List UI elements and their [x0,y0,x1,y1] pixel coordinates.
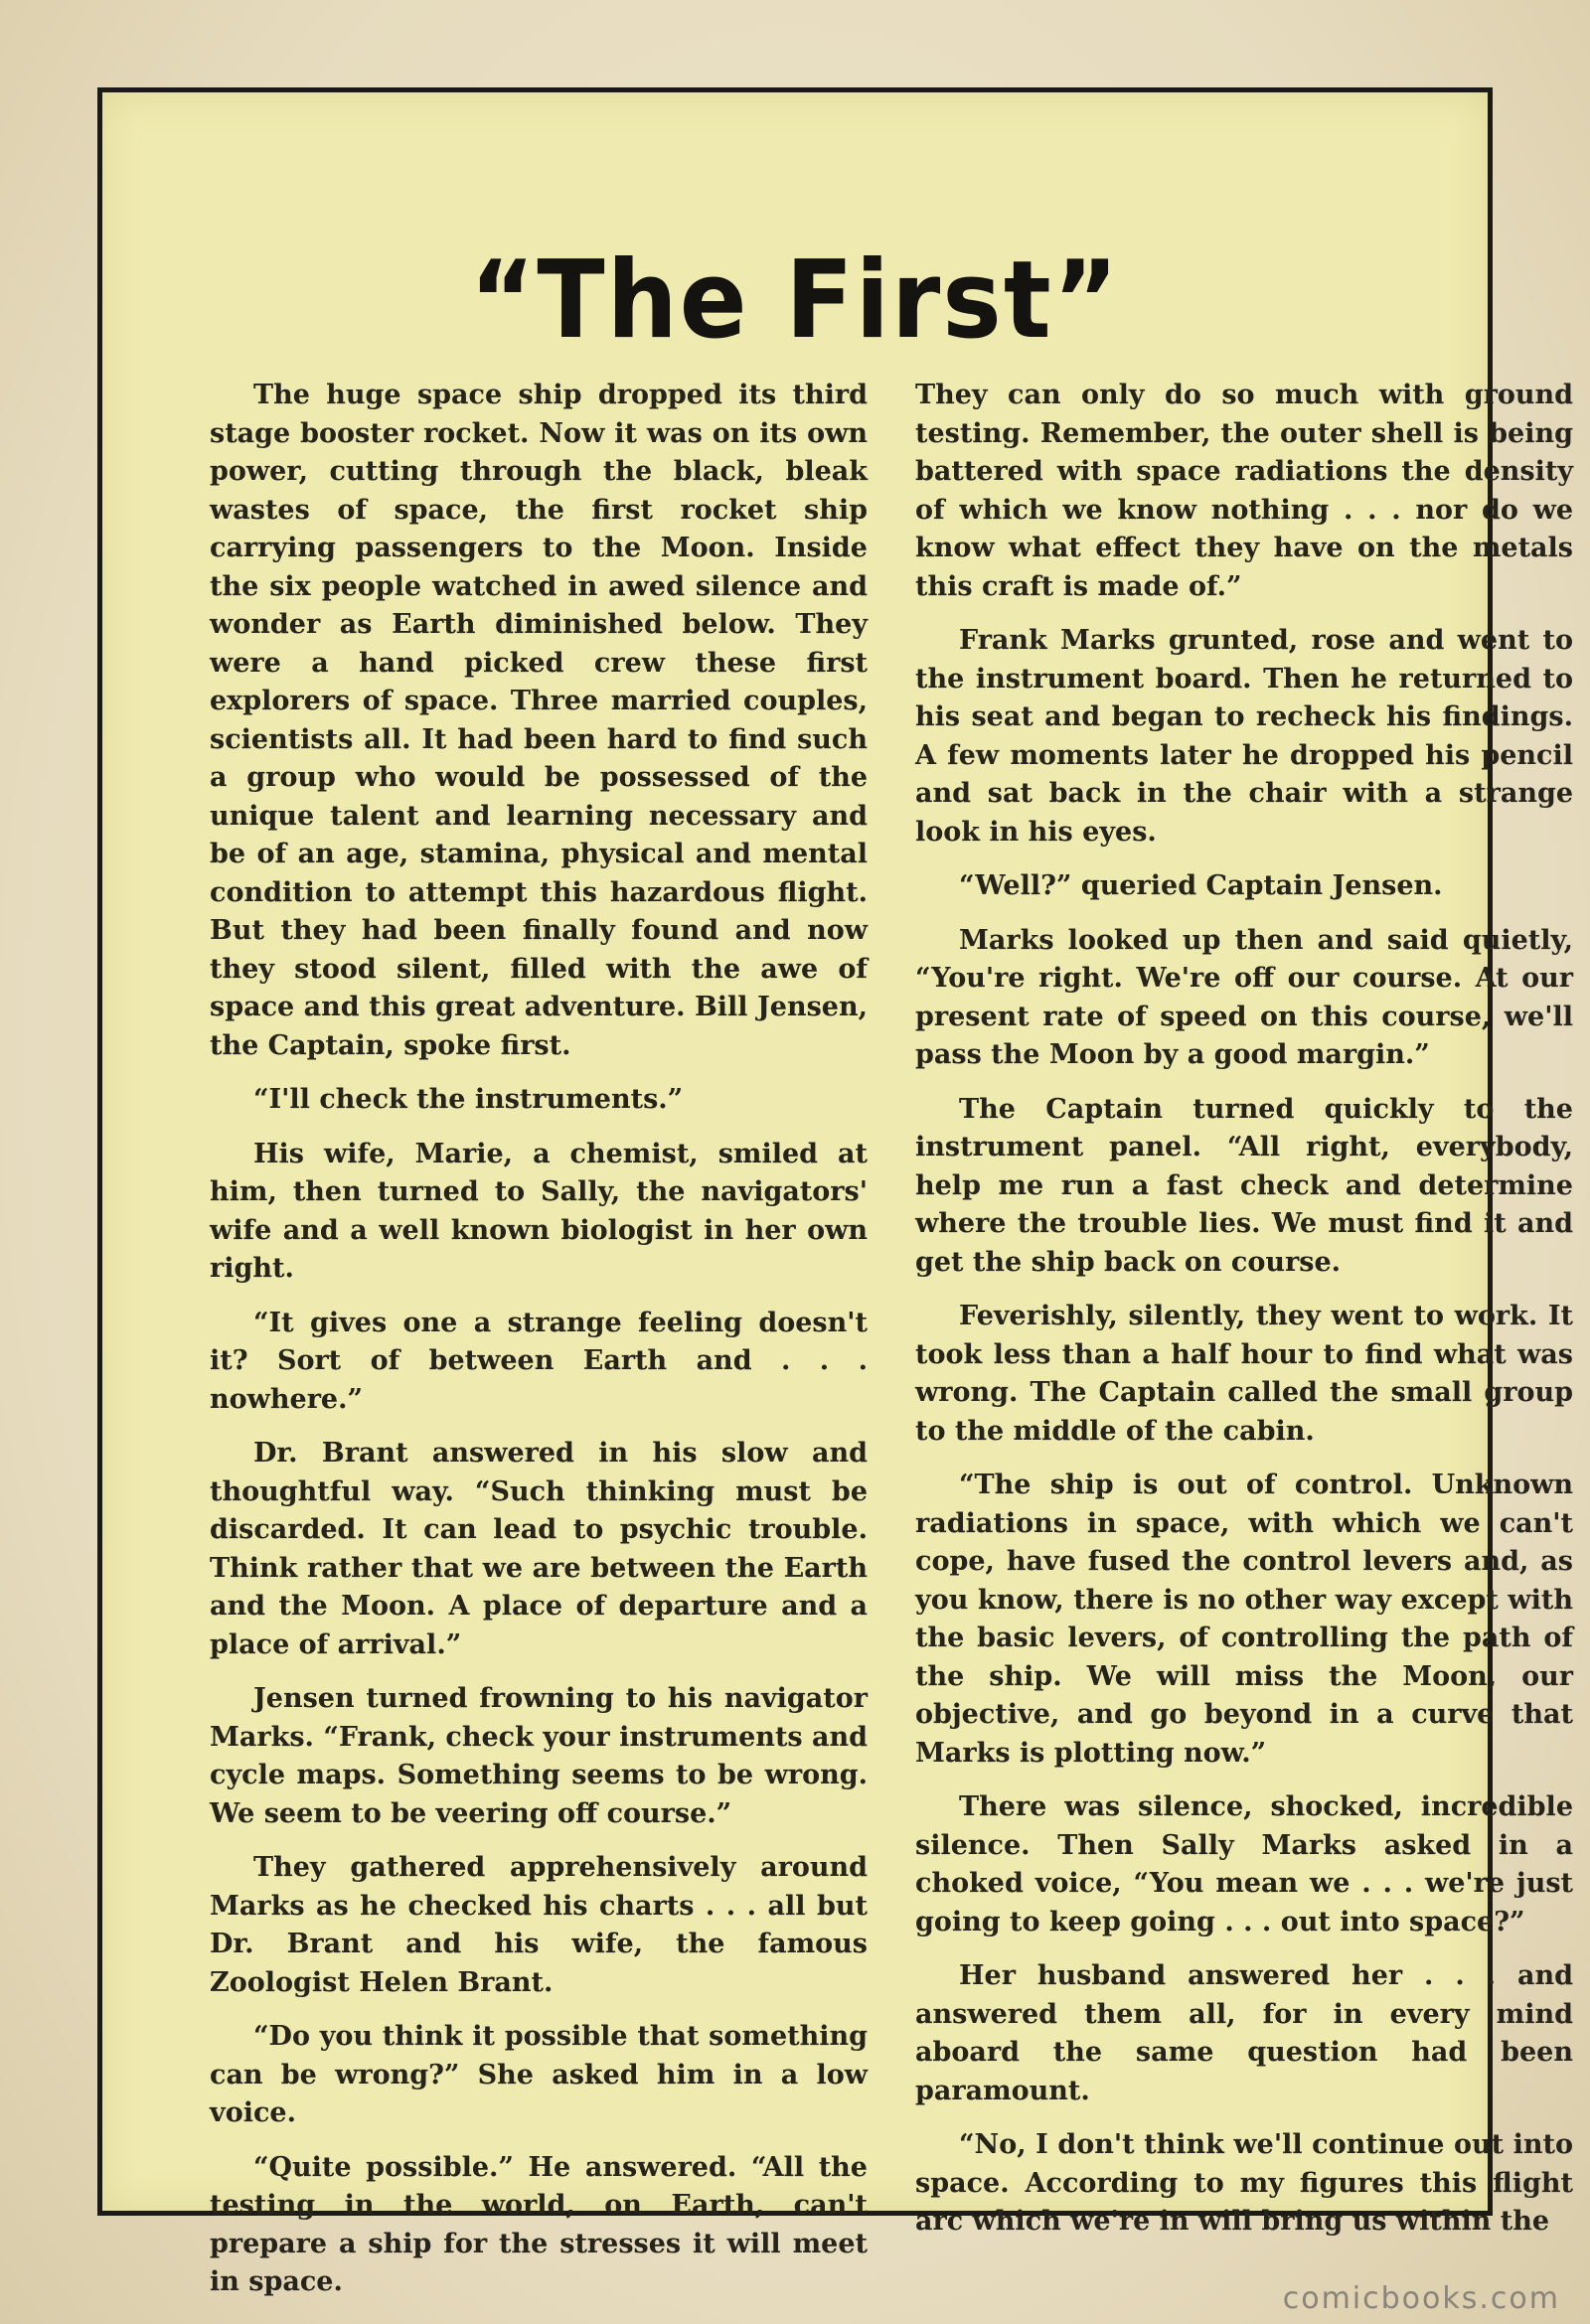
page-title: “The First” [469,236,1121,363]
paragraph: Marks looked up then and said quietly, “You're right. We're off our course. At our present rate of speed on this course, we'll pass the Moon by a good margin.” [915,924,1573,1070]
right-column [915,377,1573,2257]
paragraph-continuation: They can only do so much with ground testing. Remember, the outer shell is being battered with space radiations the density of which we know nothing . . . nor do we know what effect they have on the metals this craft is made of.” [915,380,1573,602]
paragraph: Dr. Brant answered in his slow and thoughtful way. “Such thinking must be discarded. It can lead to psychic trouble. Think rather that we are between the Earth and the Moon. A place of departure and a place of arrival.” [210,1438,868,1660]
paragraph: “It gives one a strange feeling doesn't it? Sort of between Earth and . . . nowhere.” [210,1307,868,1415]
paragraph: “Quite possible.” He answered. “All the testing in the world, on Earth, can't prepare a ship for the stresses it will meet in space. [210,2151,868,2297]
paragraph: “The ship is out of control. Unknown radiations in space, with which we can't cope, have fused the control levers and, as you know, there is no other way except with the basic levers, of controlling the path of the ship. We will miss the Moon, our objective, and go beyond in a curve that Marks is plotting now.” [915,1470,1573,1769]
paragraph: Frank Marks grunted, rose and went to the instrument board. Then he returned to his seat and began to recheck his findings. A few moments later he dropped his pencil and sat back in the chair with a strange look in his eyes. [915,625,1573,848]
story-frame [97,87,1573,2297]
left-column [210,377,868,2318]
paragraph: “I'll check the instruments.” [253,1084,684,1115]
paragraph: His wife, Marie, a chemist, smiled at him, then turned to Sally, the navigators' wife and a well known biologist in her own right. [210,1138,868,1284]
paragraph: The Captain turned quickly to the instrument panel. “All right, everybody, help me run a fast check and determine where the trouble lies. We must find it and get the ship back on course. [915,1093,1573,1278]
paragraph: Feverishly, silently, they went to work. It took less than a half hour to find what was wrong. The Captain called the small group to the middle of the cabin. [915,1301,1573,1447]
paragraph: Jensen turned frowning to his navigator Marks. “Frank, check your instruments and cycle maps. Something seems to be wrong. We seem to be veering off course.” [210,1683,869,1829]
paragraph: There was silence, shocked, incredible silence. Then Sally Marks asked in a choked voice, “You mean we . . . we're just going to keep going . . . out into space?” [915,1791,1573,1937]
paragraph: “Do you think it possible that something can be wrong?” She asked him in a low voice. [210,2021,868,2128]
paragraph: “Well?” queried Captain Jensen. [959,870,1443,901]
paragraph: The huge space ship dropped its third stage booster rocket. Now it was on its own power, cutting through the black, bleak wastes of space, the first rocket ship carrying passengers to the Moon. Inside the six people watched in awed silence and wonder as Earth diminished below. They were a hand picked crew these first explorers of space. Three married couples, scientists all. It had been hard to find such a group who would be possessed of the unique talent and learning necessary and be of an age, stamina, physical and mental condition to attempt this hazardous flight. But they had been finally found and now they stood silent, filled with the awe of space and this great adventure. Bill Jensen, the Captain, spoke first. [210,380,868,1061]
paragraph: “No, I don't think we'll continue out into space. According to my figures this flight arc which we're in will bring us within the [915,2129,1573,2237]
watermark: comicbooks.com [1282,2281,1560,2316]
paragraph: They gathered apprehensively around Marks as he checked his charts . . . all but Dr. Brant and his wife, the famous Zoologist Helen Brant. [210,1852,868,1998]
paragraph: Her husband answered her . . . and answered them all, for in every mind aboard the same question had been paramount. [915,1960,1573,2106]
